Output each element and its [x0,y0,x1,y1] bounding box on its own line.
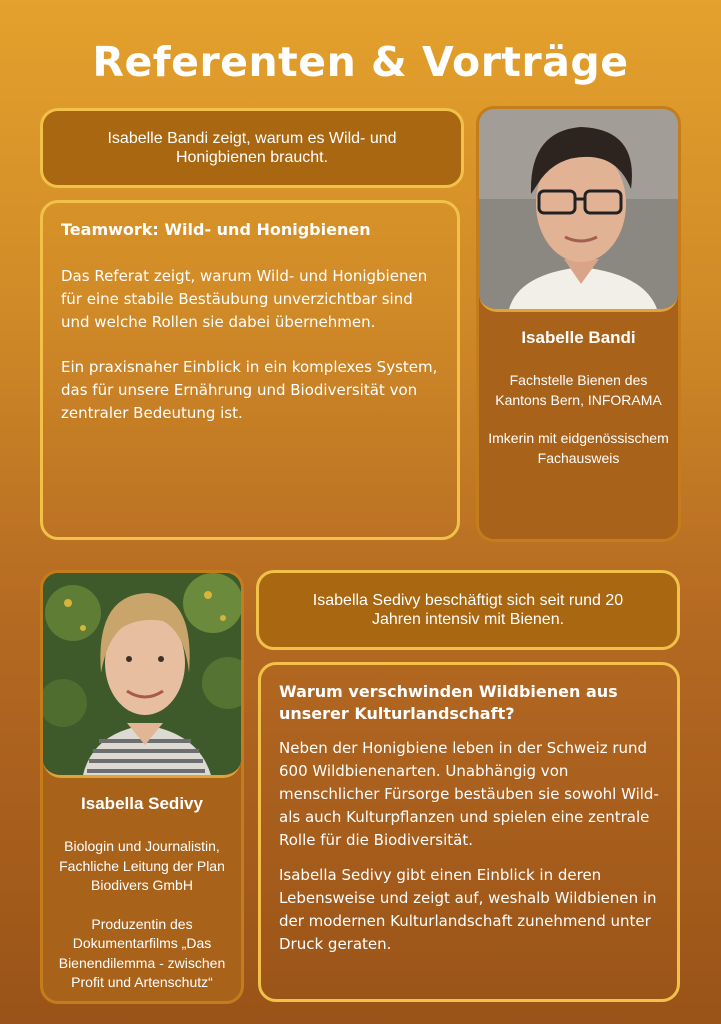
talk2-description-box [258,662,680,1002]
page-title: Referenten & Vorträge [92,38,629,86]
talk2-tagline: Isabella Sedivy beschäftigt sich seit rund 20 Jahren intensiv mit Bienen. [312,592,624,628]
speaker1-role: Fachstelle Bienen des Kantons Bern, INFORAMA [495,372,662,408]
speaker2-card [40,570,244,1004]
speaker1-card [476,106,681,542]
speaker2-production: Produzentin des Dokumentarfilms „Das Bienendilemma - zwischen Profit und Artenschutz“ [58,915,226,990]
talk2-paragraph-1: Neben der Honigbiene leben in der Schweiz rund 600 Wildbienenarten. Unabhängig von menschlicher Fürsorge bestäuben sie sowohl Wild- als auch Kulturpflanzen und spielen eine zentrale Rolle für die Biodiversität. [279,739,659,849]
talk1-description-box [40,200,460,540]
speaker2-photo [43,573,241,778]
talk1-paragraph-2: Ein praxisnaher Einblick in ein komplexes System, das für unsere Ernährung und Biodiversität von zentraler Bedeutung ist. [61,358,438,422]
speaker1-portrait-image [479,109,678,309]
talk1-tagline: Isabelle Bandi zeigt, warum es Wild- und Honigbienen braucht. [107,130,397,166]
talk2-heading: Warum verschwinden Wildbienen aus unserer Kulturlandschaft? [279,682,618,723]
speaker2-info [51,837,233,1004]
speaker1-name: Isabelle Bandi [521,328,636,347]
talk1-heading: Teamwork: Wild- und Honigbienen [61,220,371,239]
speaker2-name: Isabella Sedivy [81,794,203,813]
speaker1-qualification: Imkerin mit eidgenössischem Fachausweis [488,430,669,466]
speaker1-photo [479,109,678,312]
speaker2-portrait-image [43,573,241,775]
talk1-paragraph-1: Das Referat zeigt, warum Wild- und Honigbienen für eine stabile Bestäubung unverzichtbar sind und welche Rollen sie dabei übernehmen. [61,267,428,331]
talk2-tagline-box [256,570,680,650]
speaker1-info [487,371,670,487]
talk2-paragraph-2: Isabella Sedivy gibt einen Einblick in deren Lebensweise und zeigt auf, weshalb Wildbienen in der modernen Kulturlandschaft zunehmend unter Druck geraten. [279,866,657,953]
talk1-tagline-box [40,108,464,188]
speaker2-role: Biologin und Journalistin, Fachliche Leitung der Plan Biodivers GmbH [59,838,225,893]
